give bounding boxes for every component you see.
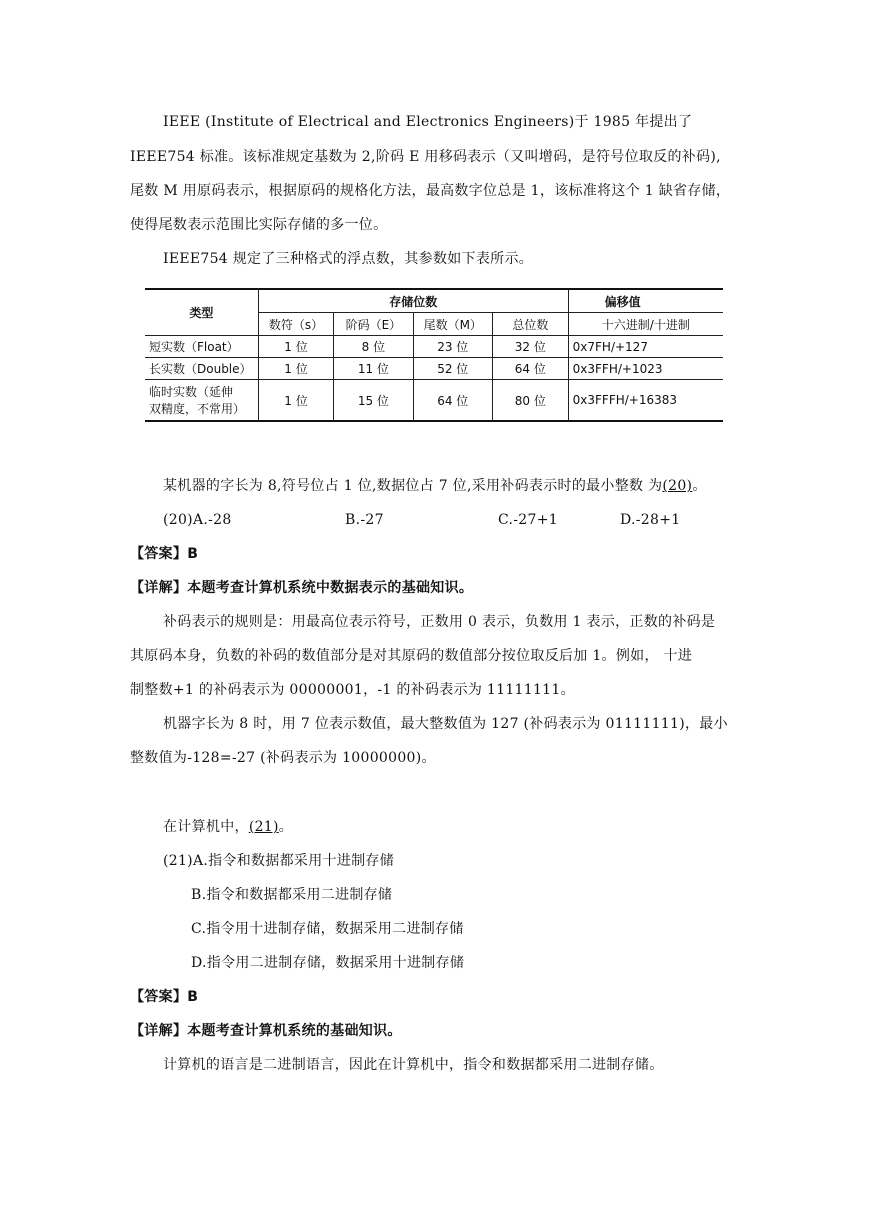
q20-stem-text: 某机器的字长为 8,符号位占 1 位,数据位占 7 位,采用补码表示时的最小整数 为 [163,478,663,494]
cell-bias: 0x7FH/+127 [568,336,723,358]
header-bias: 偏移值 [568,289,723,313]
ieee754-format-table [145,288,723,422]
cell-type [145,380,258,422]
table-row [145,380,723,422]
cell-total: 64 位 [493,358,569,380]
q21-option-d: D.指令用二进制存储，数据采用十进制存储 [191,955,465,971]
table-row [145,358,723,380]
q21-stem [163,817,293,837]
intro-line-5: IEEE754 规定了三种格式的浮点数，其参数如下表所示。 [163,251,534,267]
cell-bias: 0x3FFFH/+16383 [568,380,723,422]
cell-total: 80 位 [493,380,569,422]
header-sign: 数符（s） [258,313,334,336]
header-hex-dec: 十六进制/十进制 [568,313,723,336]
cell-exponent: 11 位 [334,358,413,380]
cell-mantissa: 64 位 [413,380,493,422]
intro-line-4: 使得尾数表示范围比实际存储的多一位。 [130,217,388,233]
q20-option-a-label: A.-28 [192,512,232,528]
q20-explanation-4: 机器字长为 8 时，用 7 位表示数值，最大整数值为 127 (补码表示为 01111111)，最小 [163,716,728,732]
q20-answer: 【答案】B [130,546,199,562]
q20-option-c: C.-27+1 [498,512,558,528]
q20-option-d: D.-28+1 [620,512,681,528]
q20-explanation-1: 补码表示的规则是：用最高位表示符号，正数用 0 表示，负数用 1 表示，正数的补码是 [163,614,716,630]
cell-mantissa: 23 位 [413,336,493,358]
cell-sign: 1 位 [258,336,334,358]
q21-option-a: (21)A.指令和数据都采用十进制存储 [163,853,394,869]
cell-exponent: 8 位 [334,336,413,358]
q21-option-b: B.指令和数据都采用二进制存储 [191,887,393,903]
q21-stem-text: 在计算机中， [163,819,249,835]
q21-explanation-1: 计算机的语言是二进制语言，因此在计算机中，指令和数据都采用二进制存储。 [163,1057,664,1073]
q21-blank: (21) [248,819,279,835]
cell-mantissa: 52 位 [413,358,493,380]
cell-exponent: 15 位 [334,380,413,422]
cell-type-line-2: 双精度，不常用） [149,402,246,416]
table-row [145,336,723,358]
q20-stem [163,476,707,496]
q20-explanation-2: 其原码本身，负数的补码的数值部分是对其原码的数值部分按位取反后加 1。例如， 十进 [130,648,693,664]
cell-type: 长实数（Double） [145,358,258,380]
cell-type: 短实数（Float） [145,336,258,358]
q21-option-c: C.指令用十进制存储，数据采用二进制存储 [191,921,464,937]
header-type: 类型 [145,289,258,336]
header-mantissa: 尾数（M） [413,313,493,336]
cell-sign: 1 位 [258,358,334,380]
cell-total: 32 位 [493,336,569,358]
header-storage-bits: 存储位数 [258,289,568,313]
cell-type-line-1: 临时实数（延伸 [149,385,234,399]
q20-prefix-label: (20) [163,512,193,528]
q20-explanation-5: 整数值为-128=-27 (补码表示为 10000000)。 [130,750,436,766]
q21-detail-heading: 【详解】本题考查计算机系统的基础知识。 [130,1023,402,1039]
q21-stem-end: 。 [278,819,294,835]
cell-sign: 1 位 [258,380,334,422]
header-total-bits: 总位数 [493,313,569,336]
q20-explanation-3: 制整数+1 的补码表示为 00000001，-1 的补码表示为 11111111。 [130,682,575,698]
cell-bias: 0x3FFH/+1023 [568,358,723,380]
intro-line-1: IEEE (Institute of Electrical and Electronics Engineers)于 1985 年提出了 [163,114,693,130]
q20-option-b: B.-27 [345,512,384,528]
q21-answer: 【答案】B [130,989,199,1005]
q20-detail-heading: 【详解】本题考查计算机系统中数据表示的基础知识。 [130,580,474,596]
header-exponent: 阶码（E） [334,313,413,336]
q20-option-a [163,510,232,530]
q20-blank: (20) [662,478,693,494]
q20-stem-end: 。 [692,478,707,494]
intro-line-2: IEEE754 标准。该标准规定基数为 2,阶码 E 用移码表示（又叫增码，是符号位取反的补码), [130,149,721,165]
intro-line-3: 尾数 M 用原码表示，根据原码的规格化方法，最高数字位总是 1，该标准将这个 1 缺省存储， [130,183,731,199]
